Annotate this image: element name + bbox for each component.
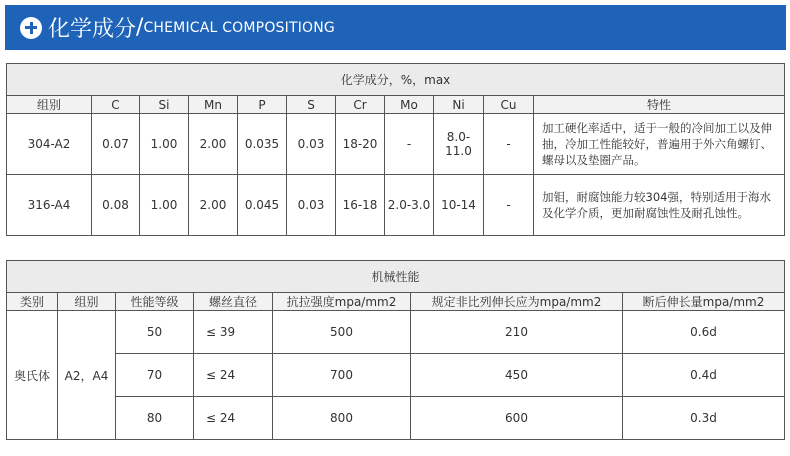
mechanical-table-caption: 机械性能 — [7, 261, 785, 293]
table-cell: 700 — [273, 354, 411, 397]
table-row — [7, 175, 785, 236]
table-cell: 0.08 — [92, 175, 140, 236]
table-cell: - — [484, 114, 534, 175]
column-header: Cu — [484, 96, 534, 114]
column-header: 组别 — [7, 96, 92, 114]
column-header: 螺丝直径 — [194, 293, 273, 311]
table-cell: 80 — [116, 397, 194, 440]
feature-description: 加工硬化率适中，适于一般的冷间加工以及伸抽，冷加工性能较好，普遍用于外六角螺钉、螺母以及垫圈产品。 — [534, 114, 785, 175]
table-cell: ≤ 24 — [194, 354, 273, 397]
column-header: 类别 — [7, 293, 58, 311]
table-cell: 304-A2 — [7, 114, 92, 175]
column-header: C — [92, 96, 140, 114]
table-cell: 70 — [116, 354, 194, 397]
column-header: Mo — [385, 96, 434, 114]
column-header: Cr — [336, 96, 385, 114]
table-cell: 0.07 — [92, 114, 140, 175]
column-header: S — [287, 96, 336, 114]
column-header: Mn — [189, 96, 238, 114]
table-cell: 50 — [116, 311, 194, 354]
table-cell: ≤ 39 — [194, 311, 273, 354]
table-row — [7, 311, 785, 354]
table-cell: 2.00 — [189, 114, 238, 175]
table-cell: 10-14 — [434, 175, 484, 236]
banner-title: 化学成分 — [48, 17, 137, 42]
table-cell: - — [484, 175, 534, 236]
table-cell: 800 — [273, 397, 411, 440]
table-cell: 0.4d — [623, 354, 785, 397]
column-header: 断后伸长量mpa/mm2 — [623, 293, 785, 311]
section-banner — [5, 5, 786, 50]
column-header: 抗拉强度mpa/mm2 — [273, 293, 411, 311]
mechanical-properties-table — [6, 260, 785, 440]
table-cell: 0.03 — [287, 114, 336, 175]
table-cell: 8.0-11.0 — [434, 114, 484, 175]
table-cell: 0.6d — [623, 311, 785, 354]
column-header: 组别 — [58, 293, 116, 311]
table-cell: 600 — [411, 397, 623, 440]
table-cell: 2.00 — [189, 175, 238, 236]
table-row — [7, 397, 785, 440]
table-cell: 0.3d — [623, 397, 785, 440]
column-header: 性能等级 — [116, 293, 194, 311]
table-cell: - — [385, 114, 434, 175]
feature-description: 加钼，耐腐蚀能力较304强，特别适用于海水及化学介质，更加耐腐蚀性及耐孔蚀性。 — [534, 175, 785, 236]
table-cell: 1.00 — [140, 175, 189, 236]
table-cell: 18-20 — [336, 114, 385, 175]
table-row — [7, 114, 785, 175]
column-header: Ni — [434, 96, 484, 114]
group-cell: A2，A4 — [58, 311, 116, 440]
table-cell: 210 — [411, 311, 623, 354]
table-cell: 16-18 — [336, 175, 385, 236]
chemical-table-caption: 化学成分，%，max — [7, 64, 785, 96]
table-cell: 1.00 — [140, 114, 189, 175]
table-cell: 2.0-3.0 — [385, 175, 434, 236]
table-row — [7, 354, 785, 397]
column-header: 特性 — [534, 96, 785, 114]
table-cell: 450 — [411, 354, 623, 397]
table-cell: 316-A4 — [7, 175, 92, 236]
banner-separator: / — [136, 15, 144, 40]
plus-circle-icon — [20, 17, 42, 39]
chemical-composition-table — [6, 63, 785, 236]
table-cell: 500 — [273, 311, 411, 354]
table-cell: ≤ 24 — [194, 397, 273, 440]
banner-subtitle: CHEMICAL COMPOSITIONG — [143, 19, 335, 36]
table-cell: 0.035 — [238, 114, 287, 175]
category-cell: 奥氏体 — [7, 311, 58, 440]
column-header: 规定非比列伸长应为mpa/mm2 — [411, 293, 623, 311]
table-cell: 0.045 — [238, 175, 287, 236]
column-header: P — [238, 96, 287, 114]
column-header: Si — [140, 96, 189, 114]
table-cell: 0.03 — [287, 175, 336, 236]
